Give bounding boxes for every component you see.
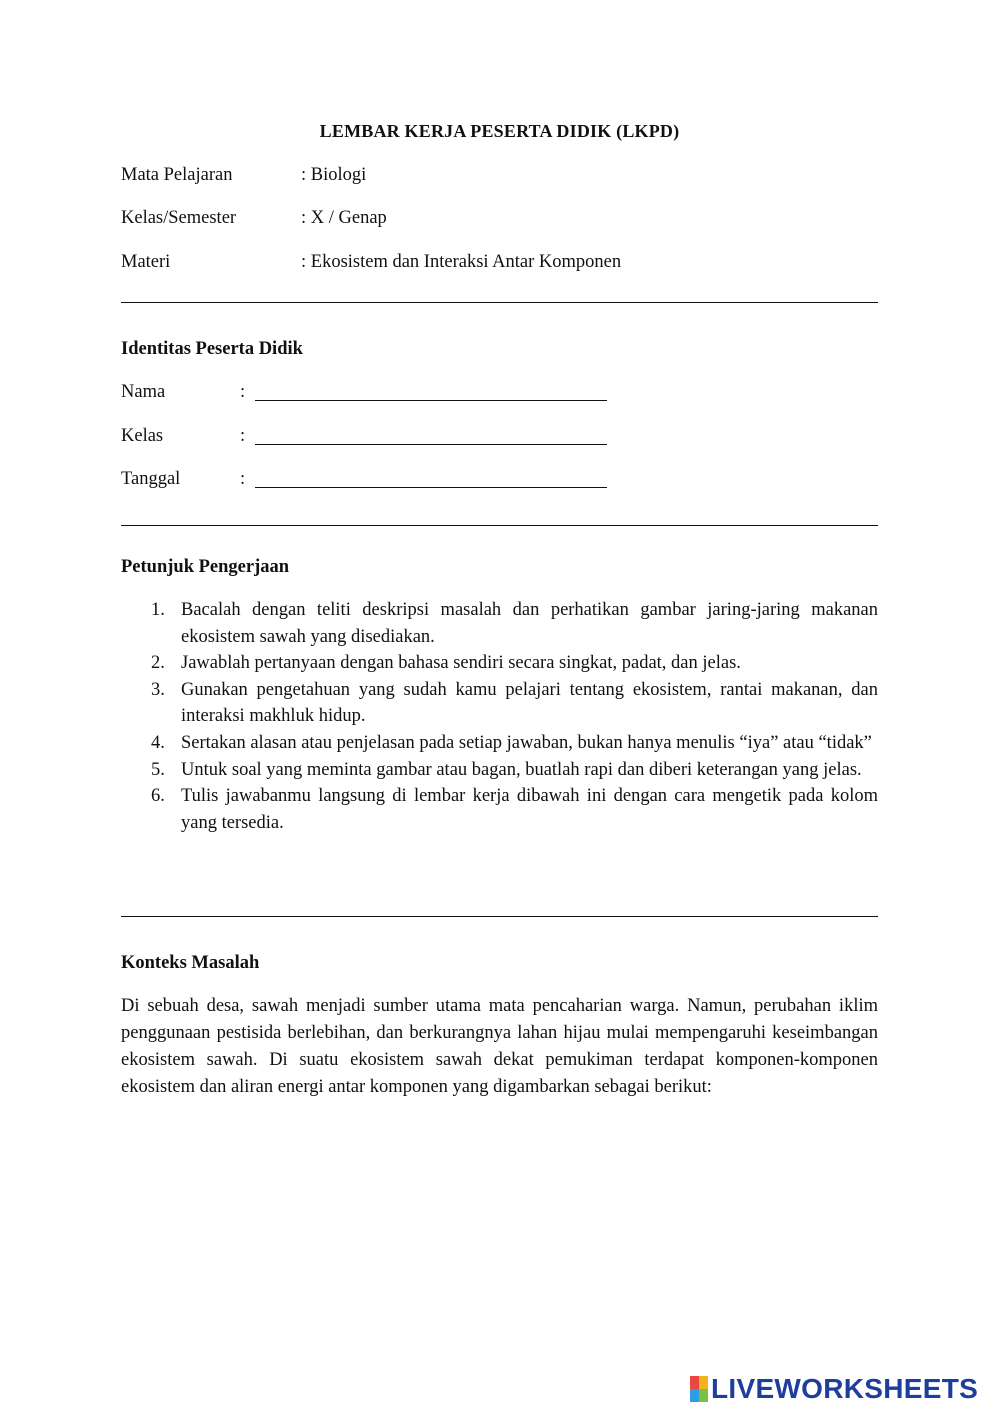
instructions-list: [121, 597, 878, 836]
liveworksheets-logo[interactable]: [690, 1373, 978, 1405]
subject-label: Mata Pelajaran: [121, 165, 233, 185]
context-heading: Konteks Masalah: [121, 953, 260, 973]
name-label: Nama: [121, 382, 166, 402]
material-label: Materi: [121, 252, 171, 272]
item-number: 4.: [151, 732, 165, 753]
worksheet-title: LEMBAR KERJA PESERTA DIDIK (LKPD): [319, 121, 680, 141]
logo-tile: [690, 1376, 699, 1389]
name-colon: :: [240, 382, 246, 402]
logo-tile: [699, 1376, 708, 1389]
class-label: Kelas: [121, 426, 164, 446]
identity-heading: Identitas Peserta Didik: [121, 339, 303, 359]
item-text: Gunakan pengetahuan yang sudah kamu pelajari tentang ekosistem, rantai makanan, dan interaksi makhluk hidup.: [181, 679, 878, 727]
divider: [121, 916, 878, 917]
logo-tile: [690, 1389, 699, 1402]
list-item: [121, 757, 878, 784]
class-input-line[interactable]: [255, 444, 607, 445]
date-input-line[interactable]: [255, 487, 607, 488]
list-item: [121, 597, 878, 650]
liveworksheets-logo-icon: [690, 1376, 708, 1402]
date-colon: :: [240, 469, 246, 489]
list-item: [121, 730, 878, 757]
item-text: Jawablah pertanyaan dengan bahasa sendiri secara singkat, padat, dan jelas.: [181, 653, 741, 674]
list-item: [121, 783, 878, 836]
item-text: Bacalah dengan teliti deskripsi masalah dan perhatikan gambar jaring-jaring makanan ekosistem sawah yang disediakan.: [181, 600, 878, 647]
date-label: Tanggal: [121, 469, 181, 489]
item-text: Tulis jawabanmu langsung di lembar kerja dibawah ini dengan cara mengetik pada kolom yang tersedia.: [181, 786, 878, 833]
class-colon: :: [240, 426, 246, 446]
material-value: : Ekosistem dan Interaksi Antar Komponen: [301, 252, 622, 272]
item-number: 3.: [151, 679, 165, 700]
context-paragraph: Di sebuah desa, sawah menjadi sumber utama mata pencaharian warga. Namun, perubahan iklim penggunaan pestisida berlebihan, dan berkurangnya lahan hijau mulai mempengaruhi keseimbangan ekosistem sawah. Di suatu ekosistem sawah dekat pemukiman terdapat komponen-komponen ekosistem dan aliran energi antar komponen yang digambarkan sebagai berikut:: [121, 996, 878, 1097]
logo-text: LIVEWORKSHEETS: [711, 1373, 979, 1404]
subject-value: : Biologi: [301, 165, 367, 185]
list-item: [121, 677, 878, 730]
instructions-heading: Petunjuk Pengerjaan: [121, 557, 290, 577]
item-text: Untuk soal yang meminta gambar atau bagan, buatlah rapi dan diberi keterangan yang jelas.: [181, 759, 862, 780]
divider: [121, 525, 878, 526]
class-semester-value: : X / Genap: [301, 208, 387, 228]
class-semester-label: Kelas/Semester: [121, 208, 237, 228]
logo-tile: [699, 1389, 708, 1402]
divider: [121, 302, 878, 303]
item-number: 6.: [151, 786, 165, 807]
name-input-line[interactable]: [255, 400, 607, 401]
list-item: [121, 650, 878, 677]
item-number: 1.: [151, 600, 165, 620]
item-text: Sertakan alasan atau penjelasan pada setiap jawaban, bukan hanya menulis “iya” atau “tidak”: [181, 732, 872, 753]
item-number: 5.: [151, 759, 165, 780]
item-number: 2.: [151, 653, 165, 674]
